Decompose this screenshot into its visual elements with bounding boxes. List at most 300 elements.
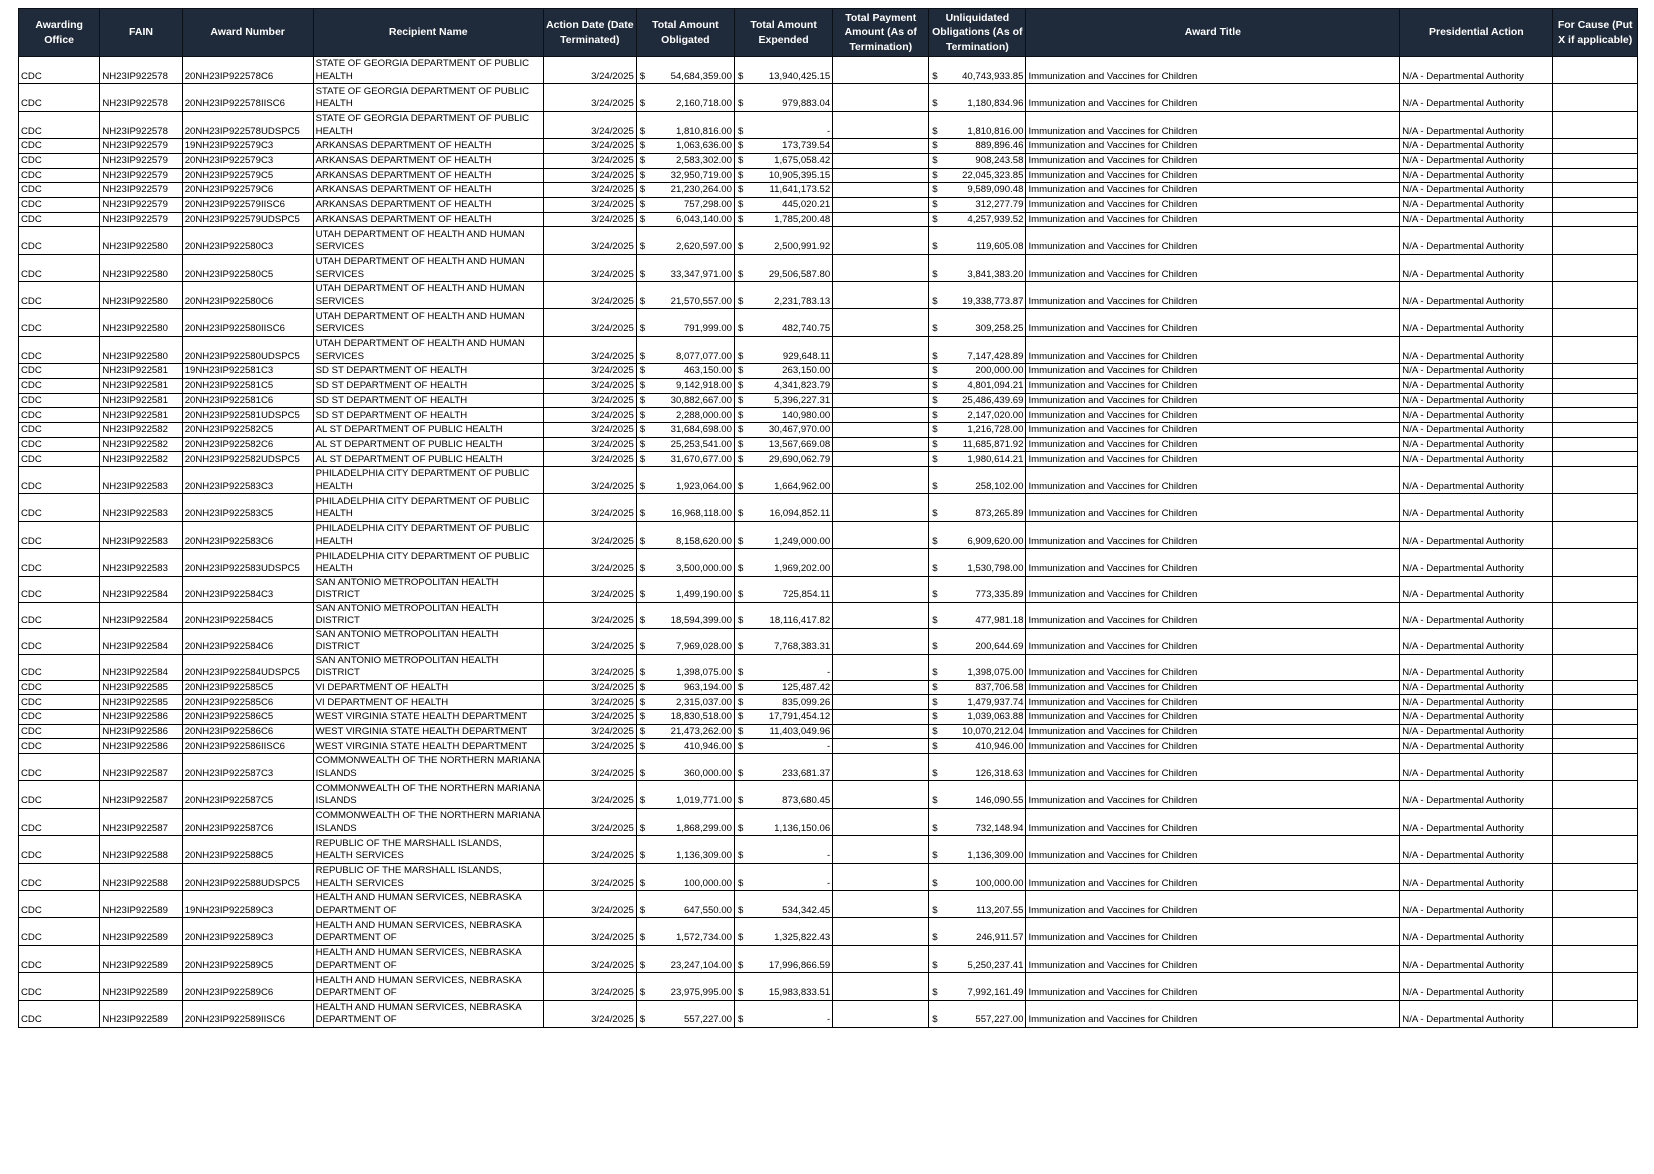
currency-symbol: $ — [639, 696, 646, 708]
presidential-action-cell: N/A - Departmental Authority — [1400, 739, 1553, 754]
currency-symbol: $ — [932, 365, 938, 377]
total-expended-cell — [734, 212, 832, 227]
amount: 31,670,677.00 — [670, 453, 732, 465]
action-date-cell: 3/24/2025 — [543, 197, 636, 212]
award-title-cell: Immunization and Vaccines for Children — [1026, 227, 1400, 254]
presidential-action-cell: N/A - Departmental Authority — [1400, 168, 1553, 183]
currency-symbol: $ — [737, 696, 744, 708]
amount: 25,253,541.00 — [670, 438, 732, 450]
recipient-name-cell: SD ST DEPARTMENT OF HEALTH — [313, 408, 543, 423]
total-payment-cell — [833, 364, 929, 379]
currency-symbol: $ — [932, 155, 938, 167]
money-value — [639, 905, 732, 918]
fain-cell: NH23IP922588 — [100, 836, 182, 863]
amount: 21,570,557.00 — [670, 295, 732, 307]
for-cause-cell — [1553, 423, 1638, 438]
currency-symbol: $ — [932, 681, 938, 693]
total-obligated-cell — [636, 945, 734, 972]
amount: 410,946.00 — [975, 740, 1024, 752]
amount: 25,486,439.69 — [962, 394, 1024, 406]
amount: 40,743,933.85 — [962, 70, 1024, 82]
award-number-cell: 20NH23IP922584C3 — [182, 576, 313, 602]
action-date-cell: 3/24/2025 — [543, 212, 636, 227]
award-title-cell: Immunization and Vaccines for Children — [1026, 254, 1400, 281]
header-total-obligated[interactable]: Total Amount Obligated — [636, 9, 734, 57]
total-obligated-cell — [636, 408, 734, 423]
action-date-cell: 3/24/2025 — [543, 739, 636, 754]
for-cause-cell — [1553, 739, 1638, 754]
amount: 4,341,823.79 — [774, 380, 831, 392]
money-value — [639, 155, 732, 168]
for-cause-cell — [1553, 836, 1638, 863]
money-value — [931, 199, 1023, 212]
recipient-name-cell: AL ST DEPARTMENT OF PUBLIC HEALTH — [313, 437, 543, 452]
award-number-cell: 20NH23IP922583C3 — [182, 467, 313, 494]
table-row — [19, 863, 1638, 890]
total-payment-cell — [833, 521, 929, 548]
presidential-action-cell: N/A - Departmental Authority — [1400, 891, 1553, 918]
awarding-office-cell: CDC — [19, 494, 100, 521]
currency-symbol: $ — [932, 409, 938, 421]
fain-cell: NH23IP922580 — [100, 336, 182, 363]
unliquidated-cell — [929, 628, 1026, 654]
amount: 18,594,399.00 — [670, 615, 732, 627]
award-number-cell: 20NH23IP922587C6 — [182, 808, 313, 835]
money-value — [931, 960, 1023, 973]
amount: 2,147,020.00 — [967, 409, 1024, 421]
currency-symbol: $ — [737, 409, 744, 421]
amount: 2,231,783.13 — [774, 295, 831, 307]
award-title-cell: Immunization and Vaccines for Children — [1026, 654, 1400, 680]
for-cause-cell — [1553, 724, 1638, 739]
award-number-cell: 20NH23IP922580C6 — [182, 282, 313, 309]
total-expended-cell — [734, 628, 832, 654]
money-value — [931, 71, 1023, 84]
awarding-office-cell: CDC — [19, 408, 100, 423]
awarding-office-cell: CDC — [19, 781, 100, 808]
total-obligated-cell — [636, 863, 734, 890]
currency-symbol: $ — [639, 199, 646, 211]
money-value — [931, 1014, 1023, 1027]
award-number-cell: 20NH23IP922583C6 — [182, 521, 313, 548]
award-number-cell: 20NH23IP922585C6 — [182, 695, 313, 710]
fain-cell: NH23IP922584 — [100, 628, 182, 654]
total-payment-cell — [833, 654, 929, 680]
for-cause-cell — [1553, 57, 1638, 84]
for-cause-cell — [1553, 153, 1638, 168]
currency-symbol: $ — [932, 98, 938, 110]
award-title-cell: Immunization and Vaccines for Children — [1026, 739, 1400, 754]
money-value — [931, 439, 1023, 452]
total-obligated-cell — [636, 695, 734, 710]
table-body — [19, 57, 1638, 1028]
award-title-cell: Immunization and Vaccines for Children — [1026, 423, 1400, 438]
presidential-action-cell: N/A - Departmental Authority — [1400, 437, 1553, 452]
currency-symbol: $ — [932, 140, 938, 152]
currency-symbol: $ — [932, 268, 938, 280]
amount: 100,000.00 — [975, 877, 1024, 889]
amount: 463,150.00 — [683, 365, 732, 377]
amount: 1,216,728.00 — [967, 424, 1024, 436]
money-value — [931, 395, 1023, 408]
action-date-cell: 3/24/2025 — [543, 863, 636, 890]
award-number-cell: 20NH23IP922580UDSPC5 — [182, 336, 313, 363]
recipient-name-cell: UTAH DEPARTMENT OF HEALTH AND HUMAN SERVICES — [313, 309, 543, 336]
amount: 2,500,991.92 — [774, 241, 831, 253]
fain-cell: NH23IP922579 — [100, 139, 182, 154]
currency-symbol: $ — [737, 70, 744, 82]
award-title-cell: Immunization and Vaccines for Children — [1026, 309, 1400, 336]
total-expended-cell — [734, 197, 832, 212]
recipient-name-cell: AL ST DEPARTMENT OF PUBLIC HEALTH — [313, 423, 543, 438]
presidential-action-cell: N/A - Departmental Authority — [1400, 628, 1553, 654]
amount: 1,785,200.48 — [774, 213, 831, 225]
amount: 312,277.79 — [975, 199, 1024, 211]
amount: 835,099.26 — [782, 696, 831, 708]
total-obligated-cell — [636, 724, 734, 739]
currency-symbol: $ — [932, 822, 938, 834]
total-payment-cell — [833, 918, 929, 945]
presidential-action-cell: N/A - Departmental Authority — [1400, 710, 1553, 725]
money-value — [931, 241, 1023, 254]
for-cause-cell — [1553, 408, 1638, 423]
total-payment-cell — [833, 945, 929, 972]
amount: 1,180,834.96 — [967, 98, 1024, 110]
total-payment-cell — [833, 724, 929, 739]
presidential-action-cell: N/A - Departmental Authority — [1400, 197, 1553, 212]
fain-cell: NH23IP922587 — [100, 781, 182, 808]
header-recipient-name[interactable]: Recipient Name — [313, 9, 543, 57]
unliquidated-cell — [929, 467, 1026, 494]
currency-symbol: $ — [737, 535, 744, 547]
recipient-name-cell: ARKANSAS DEPARTMENT OF HEALTH — [313, 139, 543, 154]
unliquidated-cell — [929, 183, 1026, 198]
award-title-cell: Immunization and Vaccines for Children — [1026, 336, 1400, 363]
amount: 33,347,971.00 — [670, 268, 732, 280]
money-value — [639, 98, 732, 111]
currency-symbol: $ — [737, 241, 744, 253]
currency-symbol: $ — [737, 365, 744, 377]
total-expended-cell — [734, 576, 832, 602]
amount: - — [826, 877, 831, 889]
currency-symbol: $ — [639, 98, 646, 110]
award-number-cell: 20NH23IP922582C5 — [182, 423, 313, 438]
money-value — [931, 424, 1023, 437]
money-value — [737, 98, 830, 111]
fain-cell: NH23IP922581 — [100, 364, 182, 379]
action-date-cell: 3/24/2025 — [543, 336, 636, 363]
awarding-office-cell: CDC — [19, 197, 100, 212]
unliquidated-cell — [929, 139, 1026, 154]
amount: 19,338,773.87 — [962, 295, 1024, 307]
action-date-cell: 3/24/2025 — [543, 808, 636, 835]
fain-cell: NH23IP922579 — [100, 197, 182, 212]
amount: 54,684,359.00 — [670, 70, 732, 82]
currency-symbol: $ — [639, 184, 646, 196]
amount: 17,791,454.12 — [768, 711, 831, 723]
currency-symbol: $ — [932, 1014, 938, 1026]
fain-cell: NH23IP922582 — [100, 452, 182, 467]
money-value — [737, 711, 830, 724]
amount: 2,288,000.00 — [675, 409, 732, 421]
table-row — [19, 494, 1638, 521]
unliquidated-cell — [929, 680, 1026, 695]
unliquidated-cell — [929, 754, 1026, 781]
for-cause-cell — [1553, 891, 1638, 918]
currency-symbol: $ — [639, 711, 646, 723]
currency-symbol: $ — [639, 169, 646, 181]
table-row — [19, 739, 1638, 754]
total-expended-cell — [734, 602, 832, 628]
total-obligated-cell — [636, 197, 734, 212]
money-value — [737, 823, 830, 836]
currency-symbol: $ — [932, 323, 938, 335]
fain-cell: NH23IP922582 — [100, 423, 182, 438]
header-action-date[interactable]: Action Date (Date Terminated) — [543, 9, 636, 57]
money-value — [639, 878, 732, 891]
fain-cell: NH23IP922581 — [100, 378, 182, 393]
total-payment-cell — [833, 467, 929, 494]
unliquidated-cell — [929, 168, 1026, 183]
award-title-cell: Immunization and Vaccines for Children — [1026, 197, 1400, 212]
amount: 1,063,636.00 — [675, 140, 732, 152]
header-award-number[interactable]: Award Number — [182, 9, 313, 57]
currency-symbol: $ — [932, 394, 938, 406]
currency-symbol: $ — [737, 350, 744, 362]
money-value — [737, 380, 830, 393]
total-expended-cell — [734, 437, 832, 452]
recipient-name-cell: PHILADELPHIA CITY DEPARTMENT OF PUBLIC HEALTH — [313, 494, 543, 521]
table-row — [19, 378, 1638, 393]
money-value — [639, 365, 732, 378]
header-awarding-office[interactable]: Awarding Office — [19, 9, 100, 57]
amount: 477,981.18 — [975, 615, 1024, 627]
action-date-cell: 3/24/2025 — [543, 724, 636, 739]
amount: 8,158,620.00 — [675, 535, 732, 547]
total-payment-cell — [833, 378, 929, 393]
presidential-action-cell: N/A - Departmental Authority — [1400, 494, 1553, 521]
amount: 18,830,518.00 — [670, 711, 732, 723]
money-value — [931, 536, 1023, 549]
awarding-office-cell: CDC — [19, 437, 100, 452]
currency-symbol: $ — [737, 213, 744, 225]
presidential-action-cell: N/A - Departmental Authority — [1400, 863, 1553, 890]
award-title-cell: Immunization and Vaccines for Children — [1026, 153, 1400, 168]
presidential-action-cell: N/A - Departmental Authority — [1400, 781, 1553, 808]
unliquidated-cell — [929, 254, 1026, 281]
amount: 1,868,299.00 — [675, 822, 732, 834]
action-date-cell: 3/24/2025 — [543, 408, 636, 423]
money-value — [931, 454, 1023, 467]
table-row — [19, 153, 1638, 168]
total-payment-cell — [833, 1000, 929, 1027]
award-number-cell: 20NH23IP922587C5 — [182, 781, 313, 808]
fain-cell: NH23IP922580 — [100, 282, 182, 309]
money-value — [931, 741, 1023, 754]
award-title-cell: Immunization and Vaccines for Children — [1026, 695, 1400, 710]
header-total-expended[interactable]: Total Amount Expended — [734, 9, 832, 57]
awarding-office-cell: CDC — [19, 282, 100, 309]
header-for-cause[interactable]: For Cause (Put X if applicable) — [1553, 9, 1638, 57]
money-value — [931, 170, 1023, 183]
for-cause-cell — [1553, 628, 1638, 654]
awarding-office-cell: CDC — [19, 710, 100, 725]
currency-symbol: $ — [639, 987, 646, 999]
for-cause-cell — [1553, 918, 1638, 945]
total-expended-cell — [734, 710, 832, 725]
award-number-cell: 19NH23IP922589C3 — [182, 891, 313, 918]
for-cause-cell — [1553, 452, 1638, 467]
amount: 126,318.63 — [975, 767, 1024, 779]
total-payment-cell — [833, 602, 929, 628]
total-payment-cell — [833, 710, 929, 725]
money-value — [639, 850, 732, 863]
money-value — [931, 155, 1023, 168]
for-cause-cell — [1553, 710, 1638, 725]
currency-symbol: $ — [737, 98, 744, 110]
header-unliquidated[interactable]: Unliquidated Obligations (As of Termination) — [929, 9, 1026, 57]
money-value — [639, 410, 732, 423]
money-value — [639, 508, 732, 521]
money-value — [931, 697, 1023, 710]
award-number-cell: 20NH23IP922584UDSPC5 — [182, 654, 313, 680]
award-title-cell: Immunization and Vaccines for Children — [1026, 891, 1400, 918]
amount: 173,739.54 — [782, 140, 831, 152]
total-expended-cell — [734, 494, 832, 521]
total-payment-cell — [833, 139, 929, 154]
header-fain[interactable]: FAIN — [100, 9, 182, 57]
amount: 6,909,620.00 — [967, 535, 1024, 547]
currency-symbol: $ — [932, 169, 938, 181]
money-value — [639, 932, 732, 945]
for-cause-cell — [1553, 602, 1638, 628]
amount: 23,247,104.00 — [670, 959, 732, 971]
money-value — [639, 241, 732, 254]
header-award-title[interactable]: Award Title — [1026, 9, 1400, 57]
money-value — [737, 960, 830, 973]
table-row — [19, 781, 1638, 808]
fain-cell: NH23IP922579 — [100, 168, 182, 183]
total-expended-cell — [734, 695, 832, 710]
action-date-cell: 3/24/2025 — [543, 549, 636, 576]
currency-symbol: $ — [932, 795, 938, 807]
table-row — [19, 576, 1638, 602]
money-value — [931, 365, 1023, 378]
award-number-cell: 20NH23IP922586IISC6 — [182, 739, 313, 754]
amount: 6,043,140.00 — [675, 213, 732, 225]
money-value — [931, 589, 1023, 602]
amount: 7,992,161.49 — [967, 987, 1024, 999]
awarding-office-cell: CDC — [19, 891, 100, 918]
action-date-cell: 3/24/2025 — [543, 680, 636, 695]
action-date-cell: 3/24/2025 — [543, 227, 636, 254]
recipient-name-cell: HEALTH AND HUMAN SERVICES, NEBRASKA DEPARTMENT OF — [313, 1000, 543, 1027]
recipient-name-cell: COMMONWEALTH OF THE NORTHERN MARIANA ISLANDS — [313, 808, 543, 835]
table-row — [19, 309, 1638, 336]
award-title-cell: Immunization and Vaccines for Children — [1026, 549, 1400, 576]
amount: 1,398,075.00 — [967, 667, 1024, 679]
money-value — [931, 508, 1023, 521]
total-expended-cell — [734, 111, 832, 138]
fain-cell: NH23IP922583 — [100, 549, 182, 576]
amount: 7,147,428.89 — [967, 350, 1024, 362]
table-row — [19, 521, 1638, 548]
amount: 11,641,173.52 — [769, 184, 831, 196]
total-expended-cell — [734, 973, 832, 1000]
currency-symbol: $ — [737, 184, 744, 196]
header-total-payment[interactable]: Total Payment Amount (As of Termination) — [833, 9, 929, 57]
unliquidated-cell — [929, 724, 1026, 739]
table-row — [19, 602, 1638, 628]
action-date-cell: 3/24/2025 — [543, 423, 636, 438]
amount: 200,644.69 — [975, 641, 1024, 653]
amount: 1,398,075.00 — [675, 667, 732, 679]
for-cause-cell — [1553, 863, 1638, 890]
amount: 125,487.42 — [782, 681, 831, 693]
recipient-name-cell: REPUBLIC OF THE MARSHALL ISLANDS, HEALTH SERVICES — [313, 836, 543, 863]
total-payment-cell — [833, 891, 929, 918]
currency-symbol: $ — [639, 795, 646, 807]
amount: 15,983,833.51 — [768, 987, 831, 999]
amount: 873,680.45 — [782, 795, 831, 807]
money-value — [737, 682, 830, 695]
amount: 18,116,417.82 — [769, 615, 831, 627]
total-obligated-cell — [636, 739, 734, 754]
award-number-cell: 20NH23IP922588UDSPC5 — [182, 863, 313, 890]
fain-cell: NH23IP922585 — [100, 695, 182, 710]
money-value — [931, 98, 1023, 111]
amount: 7,768,383.31 — [774, 641, 831, 653]
money-value — [737, 667, 830, 680]
fain-cell: NH23IP922578 — [100, 57, 182, 84]
recipient-name-cell: UTAH DEPARTMENT OF HEALTH AND HUMAN SERVICES — [313, 254, 543, 281]
money-value — [639, 170, 732, 183]
currency-symbol: $ — [932, 667, 938, 679]
total-expended-cell — [734, 57, 832, 84]
fain-cell: NH23IP922579 — [100, 212, 182, 227]
currency-symbol: $ — [639, 850, 646, 862]
total-expended-cell — [734, 467, 832, 494]
action-date-cell: 3/24/2025 — [543, 183, 636, 198]
currency-symbol: $ — [932, 767, 938, 779]
currency-symbol: $ — [737, 199, 744, 211]
amount: 1,479,937.74 — [967, 696, 1024, 708]
recipient-name-cell: SAN ANTONIO METROPOLITAN HEALTH DISTRICT — [313, 602, 543, 628]
award-number-cell: 20NH23IP922580IISC6 — [182, 309, 313, 336]
unliquidated-cell — [929, 521, 1026, 548]
amount: 3,500,000.00 — [675, 563, 732, 575]
action-date-cell: 3/24/2025 — [543, 654, 636, 680]
amount: 732,148.94 — [975, 822, 1024, 834]
currency-symbol: $ — [737, 508, 744, 520]
total-obligated-cell — [636, 282, 734, 309]
total-payment-cell — [833, 628, 929, 654]
amount: 2,315,037.00 — [675, 696, 732, 708]
table-row — [19, 393, 1638, 408]
total-obligated-cell — [636, 891, 734, 918]
amount: 1,969,202.00 — [774, 563, 831, 575]
header-presidential-action[interactable]: Presidential Action — [1400, 9, 1553, 57]
table-row — [19, 808, 1638, 835]
award-title-cell: Immunization and Vaccines for Children — [1026, 628, 1400, 654]
for-cause-cell — [1553, 549, 1638, 576]
for-cause-cell — [1553, 309, 1638, 336]
amount: 1,810,816.00 — [675, 125, 732, 137]
amount: 246,911.57 — [976, 932, 1024, 944]
recipient-name-cell: WEST VIRGINIA STATE HEALTH DEPARTMENT — [313, 739, 543, 754]
currency-symbol: $ — [737, 480, 744, 492]
total-obligated-cell — [636, 84, 734, 111]
